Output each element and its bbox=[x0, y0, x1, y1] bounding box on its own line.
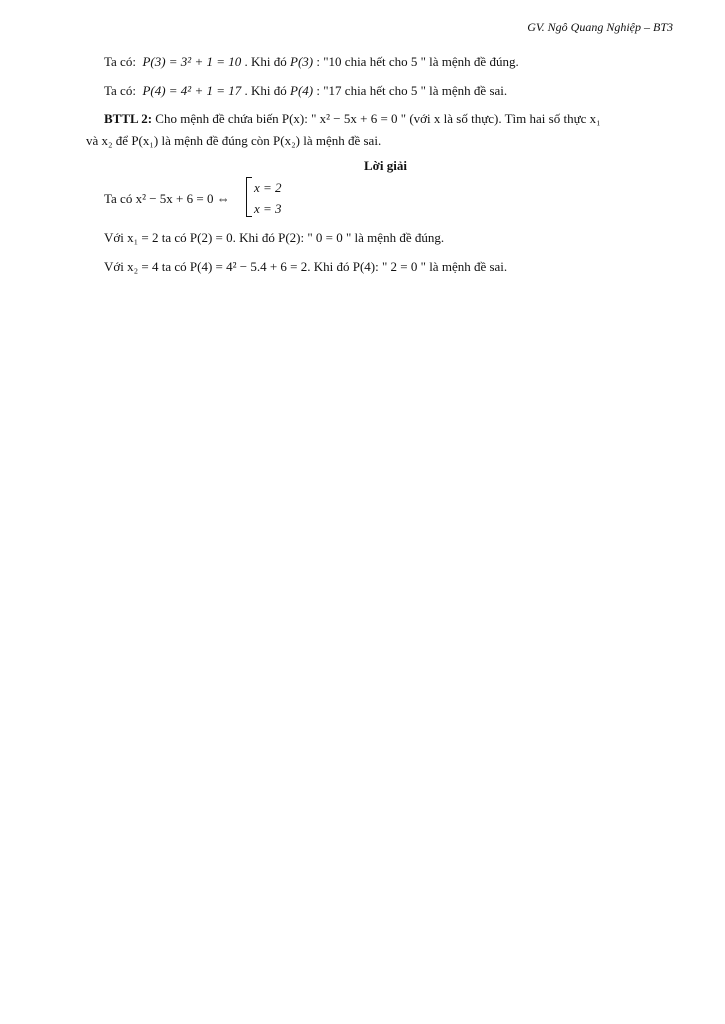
line-2-expr: P(4) = 4² + 1 = 17 bbox=[142, 83, 242, 98]
solution-title: Lời giải bbox=[364, 158, 407, 173]
line-2 bbox=[104, 82, 507, 100]
line-4 bbox=[104, 229, 444, 247]
bttl-text: Cho mệnh đề chứa biến P(x): " x² − 5x + 6 = 0 " (với x là số thực). Tìm hai số thực x₁ bbox=[155, 111, 601, 126]
page-header: GV. Ngô Quang Nghiệp – BT3 bbox=[527, 20, 673, 34]
bttl-text-2: và x₂ để P(x₁) là mệnh đề đúng còn P(x₂) là mệnh đề sai. bbox=[86, 133, 382, 148]
line-1 bbox=[104, 53, 519, 71]
line-3 bbox=[104, 190, 230, 208]
cases-bracket bbox=[246, 177, 252, 217]
line-1-prop: P(3) bbox=[290, 54, 314, 69]
line-1-expr: P(3) = 3² + 1 = 10 bbox=[142, 54, 242, 69]
line-1-suffix: . Khi đó bbox=[244, 54, 287, 69]
bttl-line-2 bbox=[86, 132, 381, 150]
line-2-suffix: . Khi đó bbox=[244, 83, 287, 98]
line-5-text: Với x₂ = 4 ta có P(4) = 4² − 5.4 + 6 = 2. Khi đó P(4): " 2 = 0 " là mệnh đề sai. bbox=[104, 259, 508, 274]
line-1-quote: : "10 chia hết cho 5 " là mệnh đề đúng. bbox=[316, 54, 519, 69]
bttl-label: BTTL 2: bbox=[104, 111, 153, 126]
line-2-prop: P(4) bbox=[290, 83, 314, 98]
case-1: x = 2 bbox=[254, 180, 282, 195]
line-1-prefix: Ta có: bbox=[104, 54, 136, 69]
line-5 bbox=[104, 258, 507, 276]
bttl-line bbox=[104, 110, 601, 128]
line-3-text: Ta có x² − 5x + 6 = 0 ⇔ bbox=[104, 191, 230, 206]
line-2-quote: : "17 chia hết cho 5 " là mệnh đề sai. bbox=[316, 83, 508, 98]
line-4-text: Với x₁ = 2 ta có P(2) = 0. Khi đó P(2): " 0 = 0 " là mệnh đề đúng. bbox=[104, 230, 445, 245]
case-2: x = 3 bbox=[254, 201, 282, 216]
line-2-prefix: Ta có: bbox=[104, 83, 136, 98]
